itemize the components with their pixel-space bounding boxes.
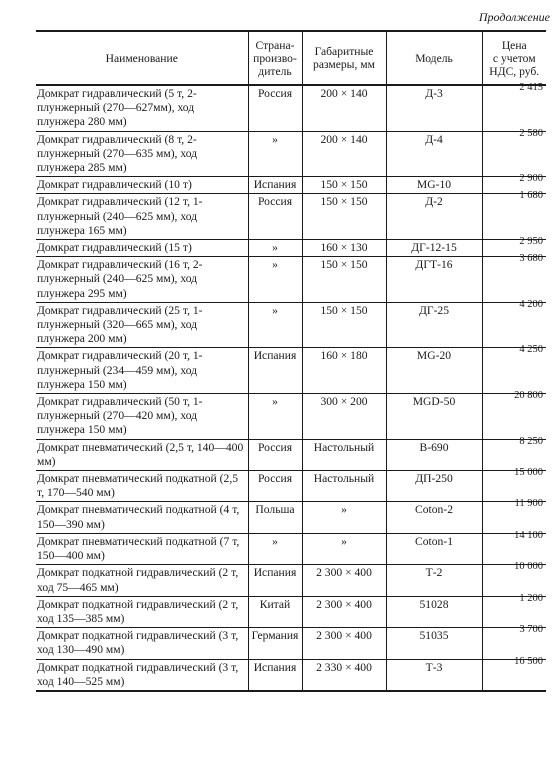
dimensions-cell: 150 × 150 xyxy=(302,177,386,194)
price-value: 2 415 xyxy=(519,82,543,93)
dimensions-cell: 300 × 200 xyxy=(302,394,386,440)
country-cell: Германия xyxy=(248,628,302,659)
dimensions-cell: Настольный xyxy=(302,439,386,470)
model-cell: ДГ-12-15 xyxy=(386,240,482,257)
price-value: 4 250 xyxy=(519,344,543,356)
dimensions-cell: 150 × 150 xyxy=(302,194,386,240)
table-body xyxy=(36,82,546,691)
model-cell: MG-20 xyxy=(386,348,482,394)
model-cell: Д-2 xyxy=(386,194,482,240)
item-name-cell: Домкрат гидравлический (8 т, 2-плунжерный (270—635 мм), ход плунжера 285 мм) xyxy=(36,131,248,177)
table-row xyxy=(36,240,546,257)
price-value: 3 680 xyxy=(519,253,543,265)
country-cell: Россия xyxy=(248,471,302,502)
table-row xyxy=(36,302,546,348)
price-value: 1 680 xyxy=(519,190,543,202)
item-name-cell: Домкрат гидравлический (50 т, 1-плунжерный (270—420 мм), ход плунжера 150 мм) xyxy=(36,394,248,440)
price-value: 1 200 xyxy=(519,592,543,604)
dimensions-cell: » xyxy=(302,533,386,564)
dimensions-cell: 200 × 140 xyxy=(302,131,386,177)
item-name-cell: Домкрат пневматический (2,5 т, 140—400 мм) xyxy=(36,439,248,470)
continuation-label: Продолжение xyxy=(478,10,550,24)
dimensions-cell: 2 300 × 400 xyxy=(302,565,386,596)
price-value: 15 000 xyxy=(514,467,543,479)
item-name-cell: Домкрат гидравлический (20 т, 1-плунжерный (234—459 мм), ход плунжера 150 мм) xyxy=(36,348,248,394)
header-price-line: Цена xyxy=(501,38,527,52)
table-row xyxy=(36,194,546,240)
dimensions-cell: 2 300 × 400 xyxy=(302,628,386,659)
country-cell: » xyxy=(248,240,302,257)
price-value: 8 250 xyxy=(519,435,543,447)
model-cell: В-690 xyxy=(386,439,482,470)
dimensions-cell: 160 × 180 xyxy=(302,348,386,394)
table-row xyxy=(36,177,546,194)
table-row xyxy=(36,348,546,394)
dimensions-cell: 2 300 × 400 xyxy=(302,596,386,627)
item-name-cell: Домкрат гидравлический (16 т, 2-плунжерный (240—625 мм), ход плунжера 295 мм) xyxy=(36,257,248,303)
country-cell: » xyxy=(248,302,302,348)
dimensions-cell: Настольный xyxy=(302,471,386,502)
country-cell: Испания xyxy=(248,659,302,691)
item-name-cell: Домкрат пневматический подкатной (4 т, 150—390 мм) xyxy=(36,502,248,533)
table-row xyxy=(36,85,546,131)
header-price-line: НДС, руб. xyxy=(489,64,540,78)
country-cell: » xyxy=(248,533,302,564)
model-cell: Д-4 xyxy=(386,131,482,177)
header-dimensions-line: размеры, мм xyxy=(313,58,375,71)
item-name-cell: Домкрат подкатной гидравлический (3 т, ход 140—525 мм) xyxy=(36,659,248,691)
price-cell xyxy=(482,253,546,303)
item-name-cell: Домкрат подкатной гидравлический (2 т, ход 135—385 мм) xyxy=(36,596,248,627)
header-model: Модель xyxy=(386,31,482,85)
item-name-cell: Домкрат пневматический подкатной (2,5 т, 170—540 мм) xyxy=(36,471,248,502)
table-row xyxy=(36,257,546,303)
table-header-row xyxy=(36,31,546,85)
header-dimensions-line: Габаритные xyxy=(314,45,374,58)
dimensions-cell: 150 × 150 xyxy=(302,302,386,348)
item-name-cell: Домкрат пневматический подкатной (7 т, 150—400 мм) xyxy=(36,533,248,564)
country-cell: Россия xyxy=(248,85,302,131)
dimensions-cell: » xyxy=(302,502,386,533)
price-value: 2 950 xyxy=(519,236,543,248)
price-cell xyxy=(482,82,546,131)
header-country xyxy=(248,31,302,85)
price-value: 11 900 xyxy=(514,498,543,510)
table-row xyxy=(36,439,546,470)
price-value: 2 580 xyxy=(519,127,543,139)
country-cell: Россия xyxy=(248,194,302,240)
price-value: 16 500 xyxy=(514,655,543,667)
header-country-line: произво- xyxy=(253,51,297,65)
header-price-line: с учетом xyxy=(492,51,536,65)
item-name-cell: Домкрат гидравлический (25 т, 1-плунжерный (320—665 мм), ход плунжера 200 мм) xyxy=(36,302,248,348)
item-name-cell: Домкрат гидравлический (12 т, 1-плунжерный (240—625 мм), ход плунжера 165 мм) xyxy=(36,194,248,240)
table-row xyxy=(36,471,546,502)
item-name-cell: Домкрат подкатной гидравлический (3 т, ход 130—490 мм) xyxy=(36,628,248,659)
header-price xyxy=(482,31,546,85)
dimensions-cell: 160 × 130 xyxy=(302,240,386,257)
model-cell: MG-10 xyxy=(386,177,482,194)
table-row xyxy=(36,502,546,533)
model-cell: Coton-2 xyxy=(386,502,482,533)
table-row xyxy=(36,394,546,440)
table-row xyxy=(36,596,546,627)
country-cell: Китай xyxy=(248,596,302,627)
model-cell: ДП-250 xyxy=(386,471,482,502)
model-cell: ДГ-25 xyxy=(386,302,482,348)
model-cell: Coton-1 xyxy=(386,533,482,564)
price-cell xyxy=(482,655,546,691)
item-name-cell: Домкрат гидравлический (5 т, 2-плунжерный (270—627мм), ход плунжера 280 мм) xyxy=(36,85,248,131)
table-row xyxy=(36,659,546,691)
country-cell: » xyxy=(248,394,302,440)
model-cell: ДГТ-16 xyxy=(386,257,482,303)
item-name-cell: Домкрат гидравлический (10 т) xyxy=(36,177,248,194)
price-cell xyxy=(482,298,546,348)
country-cell: Испания xyxy=(248,177,302,194)
price-value: 3 700 xyxy=(519,624,543,636)
table-row xyxy=(36,628,546,659)
price-cell xyxy=(482,127,546,177)
item-name-cell: Домкрат подкатной гидравлический (2 т, ход 75—465 мм) xyxy=(36,565,248,596)
header-country-line: Страна- xyxy=(255,38,295,52)
price-table xyxy=(36,30,546,692)
price-cell xyxy=(482,344,546,394)
table-row xyxy=(36,131,546,177)
item-name-cell: Домкрат гидравлический (15 т) xyxy=(36,240,248,257)
model-cell: Д-3 xyxy=(386,85,482,131)
dimensions-cell: 2 330 × 400 xyxy=(302,659,386,691)
price-value: 4 200 xyxy=(519,298,543,310)
country-cell: Испания xyxy=(248,348,302,394)
header-country-line: дитель xyxy=(258,64,292,78)
header-name: Наименование xyxy=(36,31,248,85)
table-row xyxy=(36,565,546,596)
country-cell: Россия xyxy=(248,439,302,470)
table-row xyxy=(36,533,546,564)
dimensions-cell: 200 × 140 xyxy=(302,85,386,131)
country-cell: » xyxy=(248,131,302,177)
price-value: 10 000 xyxy=(514,561,543,573)
price-value: 20 800 xyxy=(514,390,543,402)
price-value: 2 900 xyxy=(519,173,543,185)
dimensions-cell: 150 × 150 xyxy=(302,257,386,303)
header-dimensions xyxy=(302,31,386,85)
model-cell: Т-2 xyxy=(386,565,482,596)
price-cell xyxy=(482,190,546,240)
country-cell: Польша xyxy=(248,502,302,533)
model-cell: Т-3 xyxy=(386,659,482,691)
model-cell: 51035 xyxy=(386,628,482,659)
country-cell: » xyxy=(248,257,302,303)
model-cell: MGD-50 xyxy=(386,394,482,440)
country-cell: Испания xyxy=(248,565,302,596)
model-cell: 51028 xyxy=(386,596,482,627)
price-value: 14 100 xyxy=(514,529,543,541)
price-cell xyxy=(482,390,546,440)
